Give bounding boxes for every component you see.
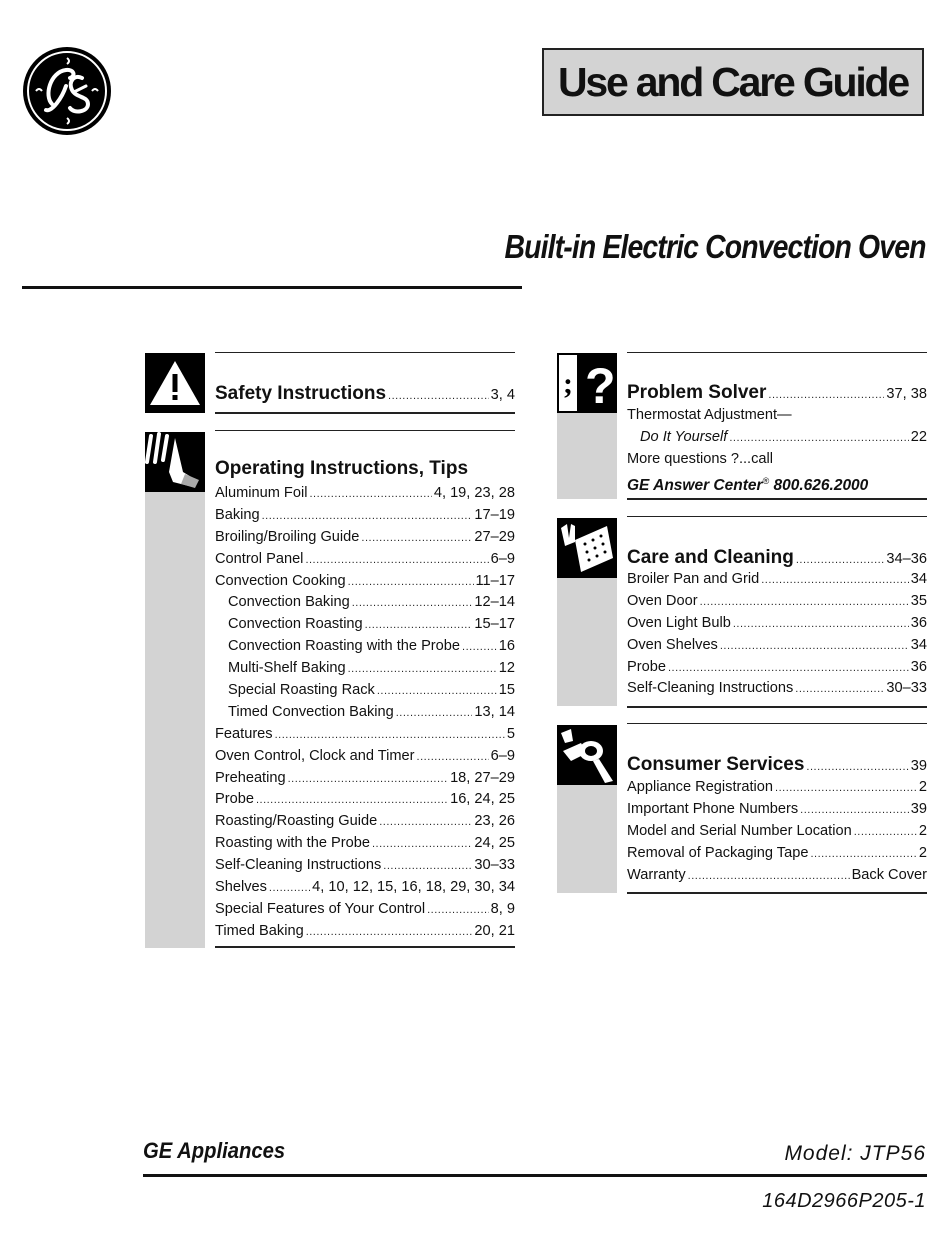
toc-entry-pages: 20, 21 xyxy=(474,922,515,939)
subtitle-divider xyxy=(22,286,522,289)
hand-pressing-icon xyxy=(145,432,205,492)
svg-text:?: ? xyxy=(585,358,616,413)
leader-dots xyxy=(768,383,884,407)
toc-entry-pages: Back Cover xyxy=(851,866,927,883)
do-it-yourself-pages: 22 xyxy=(910,429,927,445)
toc-entry-pages: 6–9 xyxy=(490,550,515,567)
toc-entry-label: Broiler Pan and Grid xyxy=(627,571,760,587)
leader-dots xyxy=(806,755,908,779)
toc-entry[interactable] xyxy=(215,921,515,943)
toc-entry[interactable] xyxy=(627,635,927,657)
toc-entry-pages: 27–29 xyxy=(474,528,515,545)
toc-entry-pages: 16, 24, 25 xyxy=(450,791,515,808)
sponge-icon xyxy=(557,518,617,578)
toc-entry-label: Convection Roasting with the Probe xyxy=(228,638,461,655)
consumer-title: Consumer Services xyxy=(627,754,805,775)
toc-entry[interactable] xyxy=(215,746,515,768)
toc-entry-label: Shelves xyxy=(215,879,267,896)
question-icon-box xyxy=(557,353,617,413)
toc-entry-pages: 15–17 xyxy=(474,616,515,633)
toc-entry[interactable] xyxy=(215,724,515,746)
toc-entry[interactable] xyxy=(215,483,515,505)
leader-dots xyxy=(810,844,916,866)
toc-entry-label: Important Phone Numbers xyxy=(627,800,799,817)
ge-monogram-icon xyxy=(22,46,112,136)
toc-entry-label: Special Roasting Rack xyxy=(228,682,375,699)
toc-entry-pages: 34 xyxy=(910,571,927,587)
operating-title: Operating Instructions, Tips xyxy=(215,458,469,479)
toc-entry-label: Model and Serial Number Location xyxy=(627,822,852,839)
toc-entry-label: Oven Shelves xyxy=(627,636,718,653)
toc-entry-pages: 2 xyxy=(918,822,927,839)
toc-entry-label: Preheating xyxy=(215,769,286,786)
toc-entry[interactable] xyxy=(627,799,927,821)
answer-center-line xyxy=(627,471,868,493)
toc-entry-label: Roasting/Roasting Guide xyxy=(215,813,378,830)
care-pages: 34–36 xyxy=(886,551,927,567)
toc-entry-pages: 36 xyxy=(910,658,927,675)
toc-entry[interactable] xyxy=(215,899,515,921)
toc-entry-pages: 4, 10, 12, 15, 16, 18, 29, 30, 34 xyxy=(312,879,515,896)
toc-entry[interactable] xyxy=(215,592,515,614)
toc-entry-pages: 34 xyxy=(910,636,927,653)
toc-entry-pages: 2 xyxy=(918,844,927,861)
guide-title: Use and Care Guide xyxy=(557,58,909,105)
registered-mark: ® xyxy=(762,476,770,486)
product-subtitle: Built-in Electric Convection Oven xyxy=(504,228,926,265)
toc-entry-pages: 39 xyxy=(910,800,927,817)
problem-top-rule xyxy=(627,352,927,353)
toc-entry-label: Appliance Registration xyxy=(627,779,774,795)
consumer-top-rule xyxy=(627,723,927,724)
leader-dots xyxy=(262,506,473,528)
toc-entry[interactable] xyxy=(627,591,927,613)
tape-icon-box xyxy=(557,725,617,785)
toc-entry-label: Special Features of Your Control xyxy=(215,900,426,917)
leader-dots xyxy=(388,384,489,408)
footer-model: Model: JTP56 xyxy=(784,1142,926,1165)
toc-entry-pages: 2 xyxy=(918,779,927,795)
toc-entry-label: Aluminum Foil xyxy=(215,485,308,501)
svg-text:;: ; xyxy=(563,367,573,400)
safety-title: Safety Instructions xyxy=(215,383,387,404)
toc-entry-label: Control Panel xyxy=(215,550,304,567)
toc-entry[interactable] xyxy=(215,549,515,571)
care-bottom-rule xyxy=(627,706,927,708)
leader-dots xyxy=(668,658,909,680)
toc-entry-pages: 36 xyxy=(910,614,927,631)
toc-entry-label: Convection Baking xyxy=(228,594,350,611)
toc-entry-pages: 12–14 xyxy=(474,594,515,611)
toc-entry[interactable] xyxy=(215,833,515,855)
leader-dots xyxy=(427,900,489,922)
toc-entry[interactable] xyxy=(627,613,927,635)
safety-pages: 3, 4 xyxy=(490,387,515,403)
hand-icon-box xyxy=(145,432,205,492)
toc-entry-pages: 15 xyxy=(498,682,515,699)
leader-dots xyxy=(348,659,497,681)
toc-entry-pages: 6–9 xyxy=(490,747,515,764)
toc-entry[interactable] xyxy=(215,505,515,527)
leader-dots xyxy=(688,866,850,888)
toc-entry[interactable] xyxy=(627,678,927,700)
leader-dots xyxy=(309,484,431,506)
safety-bottom-rule xyxy=(215,412,515,414)
care-toc-list xyxy=(627,569,927,700)
leader-dots xyxy=(372,834,472,856)
toc-entry-label: Convection Roasting xyxy=(228,616,363,633)
leader-dots xyxy=(361,528,472,550)
toc-entry-label: Self-Cleaning Instructions xyxy=(627,680,794,697)
tape-roll-icon xyxy=(557,725,617,785)
toc-entry-label: Multi-Shelf Baking xyxy=(228,660,346,677)
safety-heading[interactable] xyxy=(215,382,515,408)
thermostat-line: Thermostat Adjustment— xyxy=(627,407,792,423)
toc-entry[interactable] xyxy=(627,865,927,887)
leader-dots xyxy=(417,747,489,769)
toc-entry-pages: 30–33 xyxy=(474,857,515,874)
leader-dots xyxy=(256,790,448,812)
leader-dots xyxy=(365,615,473,637)
do-it-yourself-label: Do It Yourself xyxy=(640,429,728,445)
leader-dots xyxy=(306,922,473,944)
care-title: Care and Cleaning xyxy=(627,547,794,568)
problem-pages: 37, 38 xyxy=(886,386,927,402)
warning-icon xyxy=(148,358,202,408)
toc-entry-label: Oven Door xyxy=(627,592,698,609)
operating-top-rule xyxy=(215,430,515,431)
leader-dots xyxy=(383,856,472,878)
toc-entry-pages: 24, 25 xyxy=(474,835,515,852)
toc-entry-pages: 16 xyxy=(498,638,515,655)
toc-entry-label: Self-Cleaning Instructions xyxy=(215,857,382,874)
toc-entry[interactable] xyxy=(215,877,515,899)
toc-entry[interactable] xyxy=(215,702,515,724)
leader-dots xyxy=(761,570,909,592)
toc-entry[interactable] xyxy=(627,843,927,865)
toc-entry-pages: 12 xyxy=(498,660,515,677)
leader-dots xyxy=(305,550,488,572)
do-it-yourself-entry[interactable] xyxy=(640,427,927,449)
operating-gray-bar xyxy=(145,432,205,948)
answer-center-phone: 800.626.2000 xyxy=(773,477,869,495)
leader-dots xyxy=(854,822,917,844)
toc-entry[interactable] xyxy=(215,789,515,811)
toc-entry[interactable] xyxy=(215,855,515,877)
operating-toc-list xyxy=(215,483,515,943)
leader-dots xyxy=(733,614,909,636)
leader-dots xyxy=(288,769,448,791)
leader-dots xyxy=(700,592,909,614)
leader-dots xyxy=(720,636,909,658)
care-top-rule xyxy=(627,516,927,517)
toc-entry-label: Probe xyxy=(215,791,254,808)
title-box xyxy=(542,48,924,116)
problem-bottom-rule xyxy=(627,498,927,500)
consumer-toc-list xyxy=(627,777,927,886)
toc-entry[interactable] xyxy=(627,821,927,843)
toc-entry[interactable] xyxy=(215,680,515,702)
problem-heading[interactable] xyxy=(627,381,927,407)
problem-title: Problem Solver xyxy=(627,382,767,403)
leader-dots xyxy=(269,878,310,900)
toc-entry-pages: 8, 9 xyxy=(490,900,515,917)
leader-dots xyxy=(275,725,505,747)
leader-dots xyxy=(795,679,884,701)
toc-entry-pages: 4, 19, 23, 28 xyxy=(433,485,515,501)
toc-entry-label: Baking xyxy=(215,506,260,523)
toc-entry-label: Timed Baking xyxy=(215,922,304,939)
footer-part-number: 164D2966P205-1 xyxy=(762,1190,926,1212)
leader-dots xyxy=(462,637,497,659)
leader-dots xyxy=(729,428,908,450)
toc-entry[interactable] xyxy=(215,658,515,680)
leader-dots xyxy=(377,681,497,703)
answer-center-label: GE Answer Center xyxy=(627,477,763,495)
leader-dots xyxy=(800,800,909,822)
toc-entry-label: Convection Cooking xyxy=(215,572,346,589)
leader-dots xyxy=(348,572,474,594)
sponge-icon-box xyxy=(557,518,617,578)
toc-entry-label: Warranty xyxy=(627,866,686,883)
toc-entry[interactable] xyxy=(627,657,927,679)
warning-icon-box xyxy=(145,353,205,413)
toc-entry[interactable] xyxy=(215,527,515,549)
toc-entry[interactable] xyxy=(627,569,927,591)
toc-entry-pages: 30–33 xyxy=(886,680,927,697)
consumer-bottom-rule xyxy=(627,892,927,894)
toc-entry[interactable] xyxy=(215,636,515,658)
toc-entry-pages: 35 xyxy=(910,592,927,609)
leader-dots xyxy=(396,703,473,725)
footer-divider xyxy=(143,1174,927,1177)
operating-bottom-rule xyxy=(215,946,515,948)
toc-entry[interactable] xyxy=(215,571,515,593)
toc-entry[interactable] xyxy=(215,768,515,790)
toc-entry-pages: 11–17 xyxy=(475,572,515,589)
toc-entry-label: Features xyxy=(215,725,273,742)
toc-entry-pages: 18, 27–29 xyxy=(450,769,515,786)
leader-dots xyxy=(775,778,917,800)
toc-entry-pages: 5 xyxy=(506,725,515,742)
toc-entry-label: Removal of Packaging Tape xyxy=(627,844,809,861)
toc-entry-pages: 17–19 xyxy=(474,506,515,523)
footer-brand: GE Appliances xyxy=(143,1138,286,1163)
question-mark-icon xyxy=(557,353,617,413)
toc-entry-label: Timed Convection Baking xyxy=(228,703,394,720)
safety-top-rule xyxy=(215,352,515,353)
toc-entry-label: Broiling/Broiling Guide xyxy=(215,528,360,545)
consumer-heading[interactable] xyxy=(627,753,927,779)
consumer-pages: 39 xyxy=(910,758,927,774)
leader-dots xyxy=(352,593,473,615)
toc-entry[interactable] xyxy=(215,614,515,636)
leader-dots xyxy=(379,812,472,834)
toc-entry[interactable] xyxy=(627,777,927,799)
toc-entry-pages: 23, 26 xyxy=(474,813,515,830)
toc-entry[interactable] xyxy=(215,811,515,833)
more-questions-text: More questions ?...call xyxy=(627,451,774,467)
toc-entry-label: Oven Control, Clock and Timer xyxy=(215,747,415,764)
toc-entry-label: Roasting with the Probe xyxy=(215,835,370,852)
toc-entry-pages: 13, 14 xyxy=(474,703,515,720)
toc-entry-label: Oven Light Bulb xyxy=(627,614,731,631)
toc-entry-label: Probe xyxy=(627,658,666,675)
